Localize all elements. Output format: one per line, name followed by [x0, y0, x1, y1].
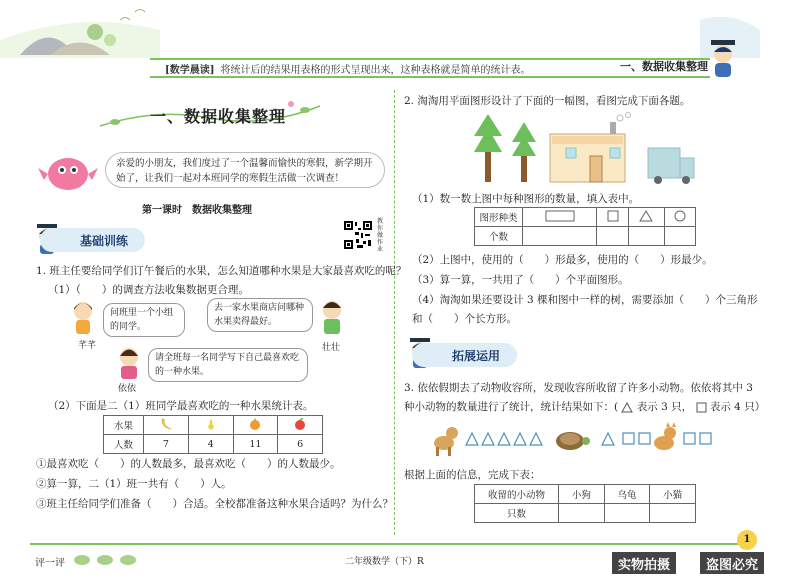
- shape-count-blank[interactable]: [628, 227, 664, 246]
- orange-icon: [233, 416, 278, 435]
- rectangle-icon: [523, 208, 597, 227]
- page-header: [0, 0, 790, 80]
- shape-count-head: 个数: [475, 227, 523, 246]
- name-zhuangzhuang: 壮壮: [322, 343, 341, 353]
- bird-mascot-icon: [38, 150, 100, 194]
- question-1-a: ①最喜欢吃（ ）的人数最多，最喜欢吃（ ）的人数最少。: [36, 458, 341, 470]
- animal-col-cat: 小猫: [650, 485, 696, 504]
- header-reading: [数学晨读] 将统计后的结果用表格的形式呈现出来，这种表格就是简单的统计表。: [165, 65, 531, 76]
- question-2-part-1: （1）数一数上图中每种图形的数量，填入表中。: [412, 193, 640, 205]
- badge-extension: 拓展运用: [412, 343, 517, 367]
- triangle-tally-icons: [466, 433, 542, 445]
- shape-table-head: 图形种类: [475, 208, 523, 227]
- question-3-line-1: 3. 依依假期去了动物收容所，发现收容所收留了许多小动物。依依将其中 3: [404, 382, 753, 394]
- section-title: 一、数据收集整理: [150, 107, 287, 126]
- boy-zhuangzhuang-icon: [318, 298, 346, 336]
- cat-icon: [654, 422, 676, 450]
- footer-evaluate: 评一评: [35, 558, 65, 569]
- animal-pictograph: [428, 419, 728, 459]
- question-2-part-3: （3）算一算，一共用了（ ）个平面图形。: [412, 274, 629, 286]
- fruit-count: 11: [233, 435, 278, 454]
- shape-table: [474, 207, 696, 246]
- animal-count-blank[interactable]: [604, 504, 650, 523]
- animal-count-blank[interactable]: [559, 504, 605, 523]
- bubble-qianqian: 问班里一个小组的同学。: [103, 303, 185, 337]
- scholar-mascot-icon: [705, 36, 741, 78]
- animal-col-turtle: 乌龟: [604, 485, 650, 504]
- fruit-count: 7: [144, 435, 189, 454]
- shape-picture: [470, 112, 710, 186]
- column-divider: [394, 90, 395, 535]
- apple-icon: [278, 416, 323, 435]
- badge-basic-training: 基础训练: [40, 228, 145, 252]
- triangle-tally-icons: [602, 433, 614, 445]
- dog-icon: [434, 427, 458, 456]
- name-yiyi: 依依: [118, 384, 137, 394]
- page-number: 1: [737, 530, 757, 550]
- animal-table-head: 收留的小动物: [475, 485, 559, 504]
- footer-line: [30, 543, 750, 545]
- banana-icon: [144, 416, 189, 435]
- question-2-part-2: （2）上图中，使用的（ ）形最多，使用的（ ）形最少。: [412, 254, 713, 266]
- animal-col-dog: 小狗: [559, 485, 605, 504]
- animal-count-blank[interactable]: [650, 504, 696, 523]
- shape-count-blank[interactable]: [597, 227, 628, 246]
- qr-code-icon[interactable]: [343, 220, 373, 250]
- question-1: 1. 班主任要给同学们订午餐后的水果，怎么知道哪种水果是大家最喜欢吃的呢？: [36, 265, 407, 277]
- shape-count-blank[interactable]: [664, 227, 695, 246]
- square-icon: [597, 208, 628, 227]
- rating-faces-icon: [72, 548, 142, 566]
- turtle-icon: [556, 432, 590, 450]
- girl-yiyi-icon: [115, 346, 143, 380]
- circle-icon: [664, 208, 695, 227]
- watermark-photo: 实物拍摄: [612, 552, 676, 574]
- header-unit-title: 一、数据收集整理: [620, 60, 708, 73]
- lesson-title: 第一课时 数据收集整理: [142, 205, 252, 216]
- watermark-copyright: 盗图必究: [700, 552, 764, 574]
- name-qianqian: 芊芊: [78, 341, 97, 351]
- fruit-table: [103, 415, 323, 454]
- animal-count-head: 只数: [475, 504, 559, 523]
- fruit-count: 4: [188, 435, 233, 454]
- bubble-yiyi: 请全班每一名同学写下自己最喜欢吃的一种水果。: [148, 348, 308, 382]
- fruit-count-head: 人数: [104, 435, 144, 454]
- question-2-part-4b: 和（ ）个长方形。: [412, 313, 517, 325]
- pear-icon: [188, 416, 233, 435]
- fruit-count: 6: [278, 435, 323, 454]
- girl-qianqian-icon: [70, 300, 96, 336]
- animal-table: [474, 484, 696, 523]
- qr-label: 教你做作业: [377, 218, 384, 253]
- shape-count-blank[interactable]: [523, 227, 597, 246]
- question-3-line-2: 种小动物的数量进行了统计，统计结果如下：( 表示 3 只， 表示 4 只）: [404, 401, 766, 413]
- bubble-zhuangzhuang: 去一家水果商店问哪种水果卖得最好。: [207, 298, 313, 332]
- fruit-table-head: 水果: [104, 416, 144, 435]
- intro-bubble: 亲爱的小朋友，我们度过了一个温馨而愉快的寒假，新学期开始了，让我们一起对本班同学的寒假生活做一次调查！: [105, 152, 385, 188]
- question-1-b: ②算一算，二（1）班一共有（ ）人。: [36, 478, 232, 490]
- question-1-part-1: （1）（ ）的调查方法收集数据更合理。: [48, 284, 249, 296]
- question-3-tip: 根据上面的信息，完成下表：: [404, 469, 541, 481]
- question-2: 2. 淘淘用平面图形设计了下面的一幅图，看图完成下面各题。: [404, 95, 691, 107]
- question-1-part-2: （2）下面是二（1）班同学最喜欢吃的一种水果统计表。: [48, 400, 314, 412]
- question-2-part-4a: （4）淘淘如果还要设计 3 棵和图中一样的树，需要添加（ ）个三角形: [412, 294, 758, 306]
- footer-grade: 二年级数学（下）R: [345, 557, 424, 567]
- triangle-icon: [628, 208, 664, 227]
- question-1-c: ③班主任给同学们准备（ ）合适。全校都准备这种水果合适吗？为什么？: [36, 498, 393, 510]
